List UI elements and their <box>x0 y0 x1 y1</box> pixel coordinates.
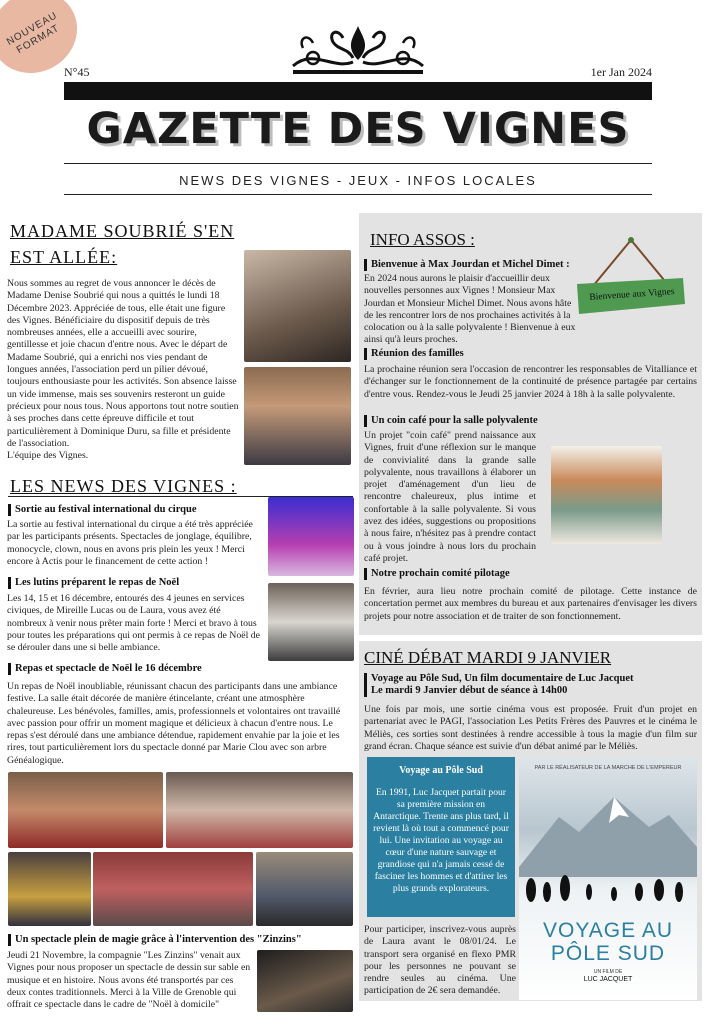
group-photo <box>244 367 351 465</box>
news-item-title: Les lutins préparent le repas de Noël <box>8 577 179 589</box>
news-item-text: Un repas de Noël inoubliable, réunissant chacun des participants dans une ambiance festive. La salle était décorée de manière étincelante, créant une atmosphère chaleureuse. Les bénévoles, familles, amis, professionnels et volontaires ont travaillé avec passion pour offrir un moment magique et délicieux à chacun d'entre nous. Le repas s'est déroulé dans une ambiance détendue, rapidement envahie par la joie et les rires, tout particulièrement lors du spectacle donné par Marie Clou avec son arbre Généalogique. <box>7 681 341 766</box>
news-title: LES NEWS DES VIGNES : <box>10 476 237 496</box>
poster-tagline: PAR LE RÉALISATEUR DE LA MARCHE DE L'EMPEREUR <box>534 765 682 771</box>
info-assos-title: INFO ASSOS : <box>370 230 475 249</box>
news-item-title: Un spectacle plein de magie grâce à l'intervention des "Zinzins" <box>8 934 302 946</box>
assos-item-text: En 2024 nous aurons le plaisir d'accueillir deux nouvelles personnes aux Vignes ! Monsieur Max Jourdan et Monsieur Michel Dimet. Nous avons hâte de les rencontrer lors de nos prochaines activités à la colocation ou à la salle polyvalente ! Bienvenue à eux ainsi qu'à leurs proches. <box>364 273 576 346</box>
divider <box>64 163 652 164</box>
poster-director: LUC JACQUET <box>583 976 633 983</box>
assos-item-title: Bienvenue à Max Jourdan et Michel Dimet : <box>364 259 570 271</box>
cine-text: Une fois par mois, une sortie cinéma vous est proposée. Fruit d'un projet en partenariat avec le PAGI, l'association Les Petits Frères des Pauvres et le cinéma le Méliès, ces sorties sont destinées à rendre accessible à tous la magie d'un film sur grand écran. Chaque séance est suivie d'un débat animé par le Méliès. <box>364 704 697 752</box>
soubrie-signature: L'équipe des Vignes. <box>7 450 89 461</box>
cine-participate: Pour participer, inscrivez-vous auprès de Laura avant le 08/01/24. Le transport sera organisé en flexo PMR pour les personnes ne pouvant se rendre seules au cinéma. Une participation de 2€ sera demandée. <box>364 924 516 997</box>
cine-title: CINÉ DÉBAT MARDI 9 JANVIER <box>364 648 612 667</box>
repas-photo <box>93 852 253 926</box>
issue-number: N°45 <box>64 65 90 79</box>
film-synopsis-box <box>367 757 515 917</box>
portrait-photo <box>244 250 351 362</box>
repas-photo <box>256 852 353 926</box>
lutins-photo <box>268 583 354 661</box>
poster-title: VOYAGE AU PÔLE SUD <box>543 919 673 965</box>
film-box-title: Voyage au Pôle Sud <box>399 765 483 776</box>
assos-item-title: Notre prochain comité pilotage <box>364 568 510 580</box>
tagline: NEWS DES VIGNES - JEUX - INFOS LOCALES <box>179 173 537 188</box>
cafe-moodboard-image <box>551 446 662 544</box>
assos-item-title: Un coin café pour la salle polyvalente <box>364 415 538 427</box>
news-item-text: La sortie au festival international du cirque a été très appréciée par les participants présents. Spectacles de jonglage, équilibre, monocycle, clown, nous en avons pris plein les yeux ! Merci encore à Actis pour le financement de cette action ! <box>7 519 253 567</box>
assos-item-text: La prochaine réunion sera l'occasion de rencontrer les responsables de Vitalliance et d'échanger sur le fonctionnement de la continuité de présence partagée par certains d'entre vous. Rendez-vous le Jeudi 25 janvier 2024 à 18h à la salle polyvalente. <box>364 364 697 400</box>
cine-subtitle: Voyage au Pôle Sud, Un film documentaire de Luc Jacquet Le mardi 9 Janvier début de séance à 14h00 <box>364 673 697 697</box>
welcome-sign-text: Bienvenue aux Vignes <box>589 287 675 303</box>
assos-item-text: Un projet "coin café" prend naissance aux Vignes, fruit d'une réflexion sur le manque de convivialité dans la grande salle polyvalente, nous travaillons à élaborer un projet d'aménagement d'un lieu de rencontre chaleureux, plus intime et confortable à la salle polyvalente. Si vous avez des idées, suggestions ou propositions à nous faire, n'hésitez pas à prendre contact ou à vous joindre à nous lors du prochain café projet. <box>364 430 536 564</box>
poster-film-label: UN FILM DE <box>593 969 623 975</box>
masthead-title: GAZETTE DES VIGNES <box>86 104 630 154</box>
film-poster <box>519 757 697 1000</box>
zinzins-photo <box>257 950 353 1012</box>
ornament-flourish-icon <box>283 18 433 78</box>
circus-photo <box>268 497 354 576</box>
spectacle-photo <box>8 852 91 926</box>
repas-photo <box>166 772 353 848</box>
news-item-text: Les 14, 15 et 16 décembre, entourés des 4 jeunes en services civiques, de Mireille Lucas ou de Laura, vous avez été nombreux à venir nous prêter main forte ! Merci et bravo à tous pour toutes les préparations qui ont permis à ce repas de Noël de se dérouler dans une si belle ambiance. <box>7 593 261 654</box>
news-item-title: Repas et spectacle de Noël le 16 décembre <box>8 663 202 675</box>
soubrie-text: Nous sommes au regret de vous annoncer le décès de Madame Denise Soubrié qui nous a quittés le lundi 18 Décembre 2023. Appréciée de tous, elle était une figure des Vignes. Bénéficiaire du dispositif depuis de très nombreuses années, elle a accueilli avec sourire, gentillesse et joie chacun d'entre nous. Avec le départ de Madame Soubrié, qui a enrichi nos vies pendant de longues années, l'association perd un pilier dévoué, toujours enthousiaste pour les activités. Son absence laisse un vide immense, mais ses souvenirs resteront un guide précieux pour nous tous. Nous apportons tout notre soutien à ses proches dans cette épreuve difficile et tout particulièrement à Dominique Duru, sa fille et présidente de l'association. <box>7 278 239 449</box>
film-box-text: En 1991, Luc Jacquet partait pour sa première mission en Antarctique. Trente ans plus tard, il revient là où tout a commencé pour lui. Une invitation au voyage au cœur d'une nature sauvage et grandiose qui n'a jamais cessé de fasciner les hommes et d'attirer les plus grands explorateurs. <box>373 787 509 894</box>
issue-date: 1er Jan 2024 <box>590 65 652 79</box>
soubrie-title: MADAME SOUBRIÉ S'EN EST ALLÉE: <box>10 221 235 267</box>
masthead-bar <box>64 82 652 100</box>
divider <box>64 194 652 195</box>
assos-item-title: Réunion des familles <box>364 348 464 360</box>
assos-item-text: En février, aura lieu notre prochain comité de pilotage. Cette instance de concertation permet aux membres du bureau et aux partenaires d'envisager les divers projets pour notre association et de traiter de son fonctionnement. <box>364 586 697 622</box>
welcome-sign-icon <box>575 234 687 316</box>
repas-photo <box>8 772 163 848</box>
news-item-text: Jeudi 21 Novembre, la compagnie "Les Zinzins" venait aux Vignes pour nous proposer un spectacle de dessin sur sable en musique et en histoire. Nous avons été transportés par ces deux contes traditionnels. Merci à la Ville de Grenoble qui offrait ce spectacle dans le cadre de "Noël à domicile" <box>7 950 251 1011</box>
badge-label: NOUVEAU FORMAT <box>5 10 62 56</box>
news-item-title: Sortie au festival international du cirque <box>8 504 197 516</box>
penguins-icon <box>519 862 697 907</box>
